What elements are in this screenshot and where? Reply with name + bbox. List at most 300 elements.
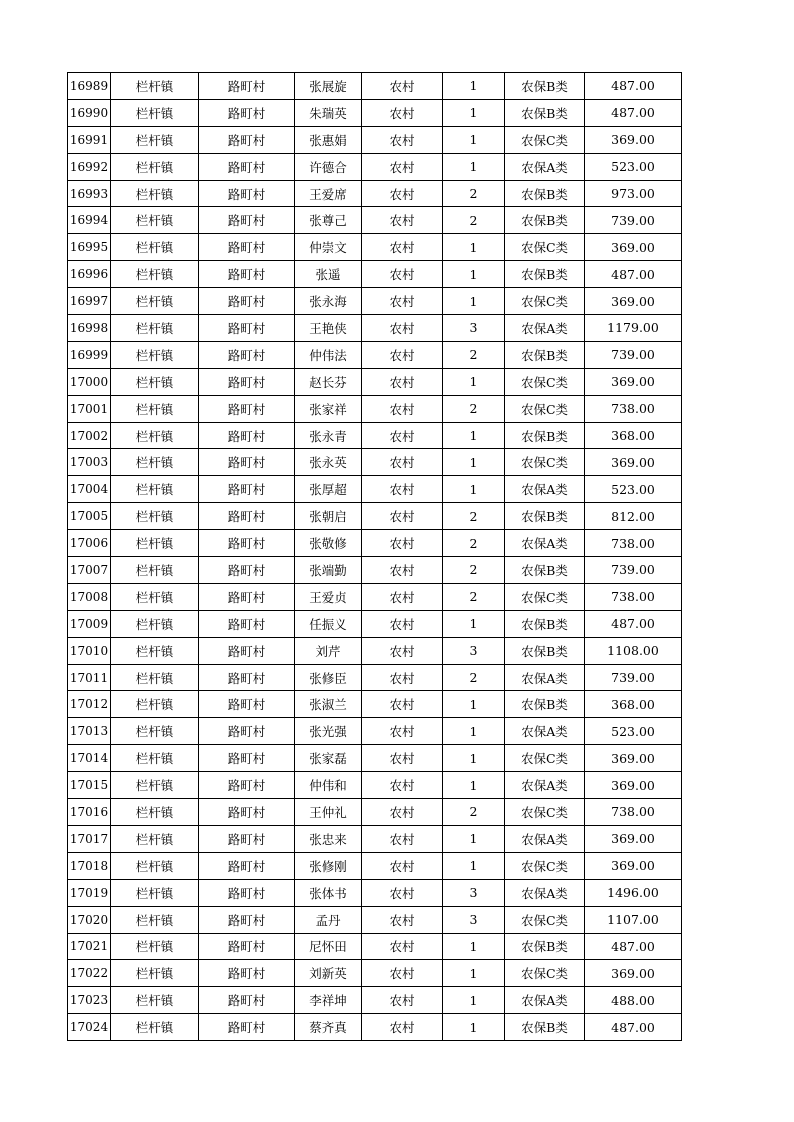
cell-village: 路町村 [199, 610, 295, 637]
cell-town: 栏杆镇 [111, 691, 199, 718]
cell-household-type: 农村 [362, 610, 443, 637]
cell-household-size: 1 [443, 234, 505, 261]
cell-household-type: 农村 [362, 637, 443, 664]
cell-amount: 369.00 [585, 449, 682, 476]
cell-household-size: 1 [443, 99, 505, 126]
cell-insurance-class: 农保C类 [505, 234, 585, 261]
cell-village: 路町村 [199, 315, 295, 342]
cell-village: 路町村 [199, 772, 295, 799]
cell-household-type: 农村 [362, 422, 443, 449]
cell-town: 栏杆镇 [111, 341, 199, 368]
cell-village: 路町村 [199, 825, 295, 852]
cell-insurance-class: 农保B类 [505, 637, 585, 664]
cell-household-type: 农村 [362, 583, 443, 610]
cell-record-id: 17004 [68, 476, 111, 503]
cell-household-size: 1 [443, 772, 505, 799]
cell-household-size: 2 [443, 664, 505, 691]
cell-household-size: 1 [443, 73, 505, 100]
cell-record-id: 16992 [68, 153, 111, 180]
table-row [68, 153, 682, 180]
cell-name: 张光强 [295, 718, 362, 745]
cell-insurance-class: 农保C类 [505, 906, 585, 933]
cell-insurance-class: 农保A类 [505, 476, 585, 503]
cell-amount: 523.00 [585, 153, 682, 180]
cell-household-size: 1 [443, 368, 505, 395]
cell-record-id: 17015 [68, 772, 111, 799]
cell-household-type: 农村 [362, 261, 443, 288]
cell-insurance-class: 农保C类 [505, 960, 585, 987]
cell-household-size: 1 [443, 126, 505, 153]
cell-town: 栏杆镇 [111, 610, 199, 637]
cell-insurance-class: 农保B类 [505, 691, 585, 718]
cell-town: 栏杆镇 [111, 906, 199, 933]
table-row [68, 557, 682, 584]
table-row [68, 73, 682, 100]
cell-record-id: 17001 [68, 395, 111, 422]
cell-town: 栏杆镇 [111, 368, 199, 395]
cell-amount: 369.00 [585, 126, 682, 153]
table-row [68, 664, 682, 691]
cell-household-size: 1 [443, 987, 505, 1014]
cell-town: 栏杆镇 [111, 852, 199, 879]
cell-village: 路町村 [199, 691, 295, 718]
cell-amount: 739.00 [585, 557, 682, 584]
cell-insurance-class: 农保B类 [505, 341, 585, 368]
cell-name: 仲崇文 [295, 234, 362, 261]
cell-amount: 1496.00 [585, 879, 682, 906]
cell-record-id: 16990 [68, 99, 111, 126]
cell-household-type: 农村 [362, 987, 443, 1014]
cell-name: 朱瑞英 [295, 99, 362, 126]
cell-record-id: 17002 [68, 422, 111, 449]
cell-household-type: 农村 [362, 449, 443, 476]
cell-household-size: 2 [443, 583, 505, 610]
cell-village: 路町村 [199, 341, 295, 368]
cell-village: 路町村 [199, 126, 295, 153]
cell-town: 栏杆镇 [111, 207, 199, 234]
cell-name: 张家祥 [295, 395, 362, 422]
cell-insurance-class: 农保B类 [505, 261, 585, 288]
cell-village: 路町村 [199, 933, 295, 960]
cell-village: 路町村 [199, 449, 295, 476]
cell-household-size: 1 [443, 422, 505, 449]
cell-household-size: 1 [443, 960, 505, 987]
cell-name: 仲伟和 [295, 772, 362, 799]
cell-record-id: 17000 [68, 368, 111, 395]
cell-town: 栏杆镇 [111, 73, 199, 100]
table-row [68, 825, 682, 852]
table-row [68, 261, 682, 288]
cell-household-type: 农村 [362, 664, 443, 691]
cell-household-size: 3 [443, 637, 505, 664]
cell-amount: 738.00 [585, 583, 682, 610]
cell-household-type: 农村 [362, 960, 443, 987]
table-row [68, 315, 682, 342]
table-row [68, 126, 682, 153]
cell-name: 张永海 [295, 288, 362, 315]
cell-town: 栏杆镇 [111, 960, 199, 987]
cell-amount: 487.00 [585, 610, 682, 637]
table-row [68, 691, 682, 718]
cell-insurance-class: 农保C类 [505, 368, 585, 395]
cell-amount: 812.00 [585, 503, 682, 530]
cell-insurance-class: 农保B类 [505, 557, 585, 584]
cell-village: 路町村 [199, 99, 295, 126]
cell-household-type: 农村 [362, 799, 443, 826]
cell-amount: 369.00 [585, 772, 682, 799]
cell-name: 赵长芬 [295, 368, 362, 395]
cell-town: 栏杆镇 [111, 261, 199, 288]
cell-insurance-class: 农保C类 [505, 395, 585, 422]
cell-town: 栏杆镇 [111, 234, 199, 261]
cell-name: 张端勤 [295, 557, 362, 584]
cell-amount: 739.00 [585, 664, 682, 691]
cell-household-size: 3 [443, 315, 505, 342]
cell-town: 栏杆镇 [111, 987, 199, 1014]
cell-village: 路町村 [199, 664, 295, 691]
cell-household-size: 1 [443, 288, 505, 315]
cell-name: 张遥 [295, 261, 362, 288]
cell-name: 刘芹 [295, 637, 362, 664]
cell-amount: 369.00 [585, 825, 682, 852]
table-row [68, 395, 682, 422]
cell-name: 张展旋 [295, 73, 362, 100]
cell-household-size: 3 [443, 879, 505, 906]
cell-village: 路町村 [199, 288, 295, 315]
cell-amount: 369.00 [585, 368, 682, 395]
cell-household-size: 1 [443, 691, 505, 718]
cell-village: 路町村 [199, 422, 295, 449]
cell-household-type: 农村 [362, 180, 443, 207]
cell-amount: 1108.00 [585, 637, 682, 664]
cell-record-id: 17022 [68, 960, 111, 987]
cell-village: 路町村 [199, 583, 295, 610]
cell-record-id: 17014 [68, 745, 111, 772]
table-row [68, 476, 682, 503]
cell-town: 栏杆镇 [111, 745, 199, 772]
cell-name: 张体书 [295, 879, 362, 906]
cell-record-id: 17013 [68, 718, 111, 745]
cell-insurance-class: 农保B类 [505, 1014, 585, 1041]
cell-name: 王爱席 [295, 180, 362, 207]
cell-record-id: 17011 [68, 664, 111, 691]
cell-household-size: 2 [443, 530, 505, 557]
cell-name: 张家磊 [295, 745, 362, 772]
cell-insurance-class: 农保C类 [505, 852, 585, 879]
cell-household-size: 2 [443, 799, 505, 826]
cell-household-size: 1 [443, 1014, 505, 1041]
cell-village: 路町村 [199, 530, 295, 557]
cell-insurance-class: 农保B类 [505, 73, 585, 100]
cell-household-type: 农村 [362, 73, 443, 100]
cell-record-id: 17010 [68, 637, 111, 664]
cell-name: 张永青 [295, 422, 362, 449]
cell-household-type: 农村 [362, 476, 443, 503]
table-row [68, 879, 682, 906]
cell-household-type: 农村 [362, 772, 443, 799]
cell-insurance-class: 农保B类 [505, 180, 585, 207]
table-row [68, 288, 682, 315]
cell-village: 路町村 [199, 906, 295, 933]
cell-household-size: 1 [443, 610, 505, 637]
cell-insurance-class: 农保A类 [505, 664, 585, 691]
cell-village: 路町村 [199, 799, 295, 826]
cell-insurance-class: 农保B类 [505, 422, 585, 449]
cell-insurance-class: 农保B类 [505, 207, 585, 234]
cell-village: 路町村 [199, 1014, 295, 1041]
cell-village: 路町村 [199, 879, 295, 906]
cell-town: 栏杆镇 [111, 476, 199, 503]
table-row [68, 234, 682, 261]
cell-record-id: 16993 [68, 180, 111, 207]
table-row [68, 1014, 682, 1041]
cell-village: 路町村 [199, 395, 295, 422]
cell-household-size: 2 [443, 341, 505, 368]
cell-household-size: 1 [443, 745, 505, 772]
cell-town: 栏杆镇 [111, 530, 199, 557]
cell-household-type: 农村 [362, 288, 443, 315]
cell-record-id: 17008 [68, 583, 111, 610]
cell-insurance-class: 农保A类 [505, 718, 585, 745]
cell-amount: 487.00 [585, 1014, 682, 1041]
cell-record-id: 16997 [68, 288, 111, 315]
table-row [68, 718, 682, 745]
cell-household-size: 2 [443, 395, 505, 422]
cell-household-size: 2 [443, 503, 505, 530]
cell-name: 尼怀田 [295, 933, 362, 960]
cell-record-id: 17019 [68, 879, 111, 906]
cell-household-type: 农村 [362, 745, 443, 772]
cell-household-size: 2 [443, 207, 505, 234]
cell-record-id: 17024 [68, 1014, 111, 1041]
cell-town: 栏杆镇 [111, 718, 199, 745]
cell-household-type: 农村 [362, 368, 443, 395]
table-row [68, 368, 682, 395]
table-row [68, 530, 682, 557]
cell-village: 路町村 [199, 368, 295, 395]
table-row [68, 906, 682, 933]
cell-record-id: 17017 [68, 825, 111, 852]
cell-name: 王艳侠 [295, 315, 362, 342]
cell-town: 栏杆镇 [111, 933, 199, 960]
cell-household-size: 1 [443, 153, 505, 180]
cell-household-size: 1 [443, 476, 505, 503]
cell-town: 栏杆镇 [111, 879, 199, 906]
cell-village: 路町村 [199, 73, 295, 100]
table-row [68, 583, 682, 610]
cell-household-type: 农村 [362, 207, 443, 234]
cell-amount: 487.00 [585, 933, 682, 960]
table-row [68, 799, 682, 826]
cell-household-size: 1 [443, 825, 505, 852]
cell-town: 栏杆镇 [111, 799, 199, 826]
cell-household-type: 农村 [362, 691, 443, 718]
cell-town: 栏杆镇 [111, 99, 199, 126]
cell-village: 路町村 [199, 960, 295, 987]
cell-village: 路町村 [199, 718, 295, 745]
cell-insurance-class: 农保A类 [505, 879, 585, 906]
cell-town: 栏杆镇 [111, 503, 199, 530]
cell-amount: 487.00 [585, 261, 682, 288]
table-row [68, 960, 682, 987]
table-body [68, 73, 682, 1041]
cell-amount: 369.00 [585, 288, 682, 315]
cell-name: 仲伟法 [295, 341, 362, 368]
cell-amount: 739.00 [585, 341, 682, 368]
cell-insurance-class: 农保C类 [505, 799, 585, 826]
cell-amount: 523.00 [585, 476, 682, 503]
cell-record-id: 17021 [68, 933, 111, 960]
cell-amount: 368.00 [585, 691, 682, 718]
cell-household-type: 农村 [362, 99, 443, 126]
cell-household-type: 农村 [362, 933, 443, 960]
cell-amount: 1179.00 [585, 315, 682, 342]
cell-village: 路町村 [199, 503, 295, 530]
cell-name: 张厚超 [295, 476, 362, 503]
cell-amount: 973.00 [585, 180, 682, 207]
cell-name: 蔡齐真 [295, 1014, 362, 1041]
cell-record-id: 17012 [68, 691, 111, 718]
cell-amount: 369.00 [585, 745, 682, 772]
cell-name: 张尊己 [295, 207, 362, 234]
table-row [68, 637, 682, 664]
cell-record-id: 16996 [68, 261, 111, 288]
cell-household-type: 农村 [362, 234, 443, 261]
cell-insurance-class: 农保C类 [505, 583, 585, 610]
cell-household-type: 农村 [362, 825, 443, 852]
cell-household-type: 农村 [362, 557, 443, 584]
cell-village: 路町村 [199, 476, 295, 503]
table-row [68, 745, 682, 772]
cell-record-id: 17005 [68, 503, 111, 530]
cell-record-id: 17016 [68, 799, 111, 826]
cell-village: 路町村 [199, 637, 295, 664]
cell-amount: 487.00 [585, 73, 682, 100]
table-row [68, 610, 682, 637]
cell-amount: 739.00 [585, 207, 682, 234]
cell-household-type: 农村 [362, 153, 443, 180]
cell-town: 栏杆镇 [111, 557, 199, 584]
cell-insurance-class: 农保C类 [505, 745, 585, 772]
cell-amount: 1107.00 [585, 906, 682, 933]
cell-record-id: 17020 [68, 906, 111, 933]
cell-town: 栏杆镇 [111, 1014, 199, 1041]
cell-town: 栏杆镇 [111, 315, 199, 342]
cell-insurance-class: 农保A类 [505, 153, 585, 180]
cell-name: 孟丹 [295, 906, 362, 933]
cell-amount: 738.00 [585, 395, 682, 422]
cell-amount: 488.00 [585, 987, 682, 1014]
cell-town: 栏杆镇 [111, 126, 199, 153]
table-row [68, 852, 682, 879]
cell-insurance-class: 农保A类 [505, 987, 585, 1014]
table-row [68, 99, 682, 126]
cell-amount: 369.00 [585, 960, 682, 987]
cell-record-id: 16994 [68, 207, 111, 234]
table-row [68, 772, 682, 799]
cell-household-type: 农村 [362, 395, 443, 422]
cell-name: 张修臣 [295, 664, 362, 691]
cell-name: 王仲礼 [295, 799, 362, 826]
cell-household-type: 农村 [362, 530, 443, 557]
table-row [68, 180, 682, 207]
cell-household-type: 农村 [362, 503, 443, 530]
cell-town: 栏杆镇 [111, 153, 199, 180]
cell-household-type: 农村 [362, 718, 443, 745]
cell-record-id: 17018 [68, 852, 111, 879]
table-row [68, 503, 682, 530]
cell-name: 任振义 [295, 610, 362, 637]
cell-village: 路町村 [199, 207, 295, 234]
cell-insurance-class: 农保A类 [505, 772, 585, 799]
cell-amount: 368.00 [585, 422, 682, 449]
cell-household-size: 1 [443, 261, 505, 288]
cell-name: 张淑兰 [295, 691, 362, 718]
cell-household-type: 农村 [362, 879, 443, 906]
cell-amount: 369.00 [585, 234, 682, 261]
cell-household-type: 农村 [362, 341, 443, 368]
cell-town: 栏杆镇 [111, 288, 199, 315]
cell-amount: 738.00 [585, 799, 682, 826]
cell-household-type: 农村 [362, 126, 443, 153]
cell-village: 路町村 [199, 261, 295, 288]
cell-household-size: 3 [443, 906, 505, 933]
cell-household-type: 农村 [362, 1014, 443, 1041]
cell-town: 栏杆镇 [111, 180, 199, 207]
cell-insurance-class: 农保B类 [505, 610, 585, 637]
cell-insurance-class: 农保C类 [505, 126, 585, 153]
cell-town: 栏杆镇 [111, 772, 199, 799]
table-row [68, 422, 682, 449]
cell-town: 栏杆镇 [111, 637, 199, 664]
cell-household-size: 2 [443, 557, 505, 584]
cell-insurance-class: 农保A类 [505, 825, 585, 852]
cell-household-size: 1 [443, 718, 505, 745]
cell-town: 栏杆镇 [111, 449, 199, 476]
cell-name: 张朝启 [295, 503, 362, 530]
cell-household-size: 2 [443, 180, 505, 207]
cell-town: 栏杆镇 [111, 583, 199, 610]
cell-name: 王爱贞 [295, 583, 362, 610]
cell-town: 栏杆镇 [111, 664, 199, 691]
cell-town: 栏杆镇 [111, 422, 199, 449]
cell-village: 路町村 [199, 557, 295, 584]
cell-record-id: 16995 [68, 234, 111, 261]
cell-household-type: 农村 [362, 315, 443, 342]
cell-town: 栏杆镇 [111, 395, 199, 422]
cell-insurance-class: 农保B类 [505, 99, 585, 126]
cell-record-id: 17009 [68, 610, 111, 637]
cell-household-size: 1 [443, 852, 505, 879]
cell-household-size: 1 [443, 449, 505, 476]
cell-insurance-class: 农保A类 [505, 530, 585, 557]
cell-insurance-class: 农保A类 [505, 315, 585, 342]
data-table [67, 72, 682, 1041]
cell-record-id: 16998 [68, 315, 111, 342]
cell-name: 张敬修 [295, 530, 362, 557]
cell-record-id: 16989 [68, 73, 111, 100]
table-row [68, 449, 682, 476]
cell-insurance-class: 农保C类 [505, 449, 585, 476]
cell-name: 张惠娟 [295, 126, 362, 153]
table-row [68, 933, 682, 960]
cell-village: 路町村 [199, 180, 295, 207]
cell-name: 张永英 [295, 449, 362, 476]
cell-record-id: 17007 [68, 557, 111, 584]
cell-town: 栏杆镇 [111, 825, 199, 852]
cell-name: 刘新英 [295, 960, 362, 987]
cell-amount: 523.00 [585, 718, 682, 745]
